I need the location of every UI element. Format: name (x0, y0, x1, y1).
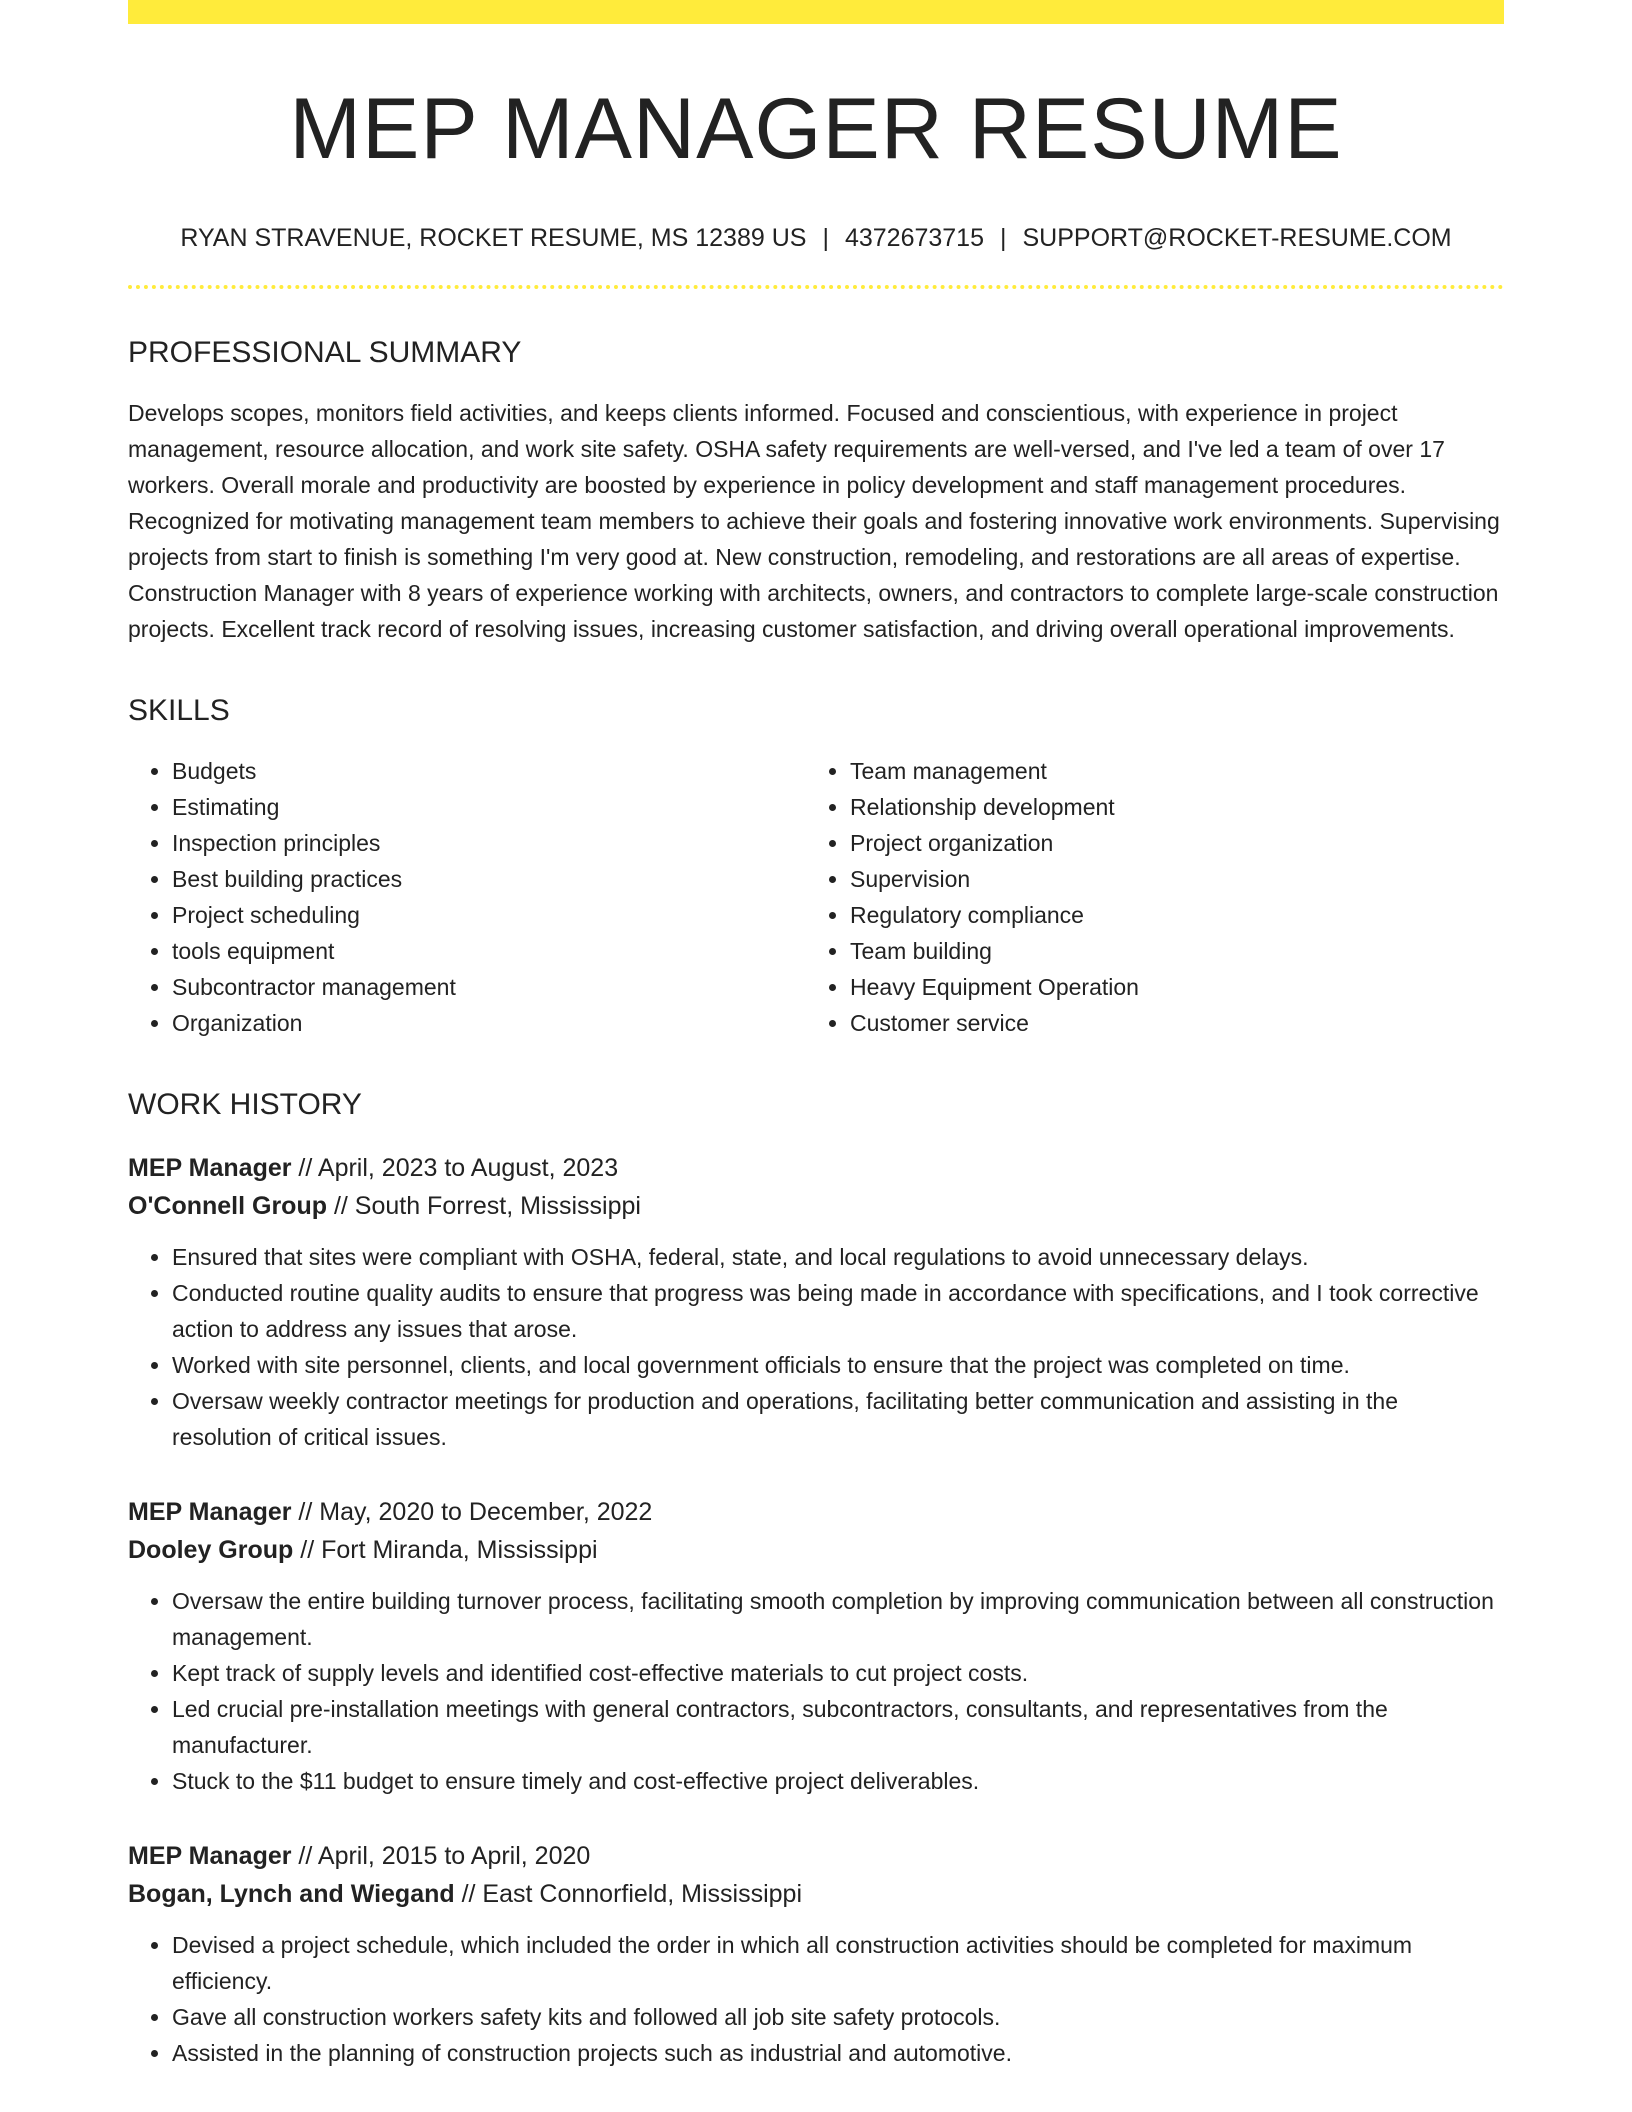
job-title: MEP Manager (128, 1497, 292, 1526)
dotted-divider (128, 285, 1504, 289)
job-title-line (128, 1837, 1504, 1875)
job-bullet: • Oversaw weekly contractor meetings for production and operations, facilitating better communication and assisting in the resolution of critical issues. (172, 1383, 1504, 1455)
skill-item: • Estimating (172, 789, 806, 825)
job-company: Dooley Group (128, 1535, 294, 1564)
job-company: O'Connell Group (128, 1191, 327, 1220)
skill-item: • Relationship development (850, 789, 1484, 825)
work-history-heading: WORK HISTORY (128, 1087, 362, 1121)
contact-separator: | (1000, 223, 1007, 252)
summary-heading: PROFESSIONAL SUMMARY (128, 335, 522, 369)
job-bullets (128, 1239, 1504, 1455)
job-bullets (128, 1927, 1504, 2071)
job-bullet: • Ensured that sites were compliant with OSHA, federal, state, and local regulations to avoid unnecessary delays. (172, 1239, 1504, 1275)
skills-heading: SKILLS (128, 693, 230, 727)
skill-item: • Team building (850, 933, 1484, 969)
skill-item: • Project organization (850, 825, 1484, 861)
contact-email: SUPPORT@ROCKET-RESUME.COM (1022, 223, 1452, 252)
job-bullet: • Conducted routine quality audits to ensure that progress was being made in accordance with specifications, and I took corrective action to address any issues that arose. (172, 1275, 1504, 1347)
job-location: // East Connorfield, Mississippi (454, 1879, 802, 1908)
accent-top-bar (128, 0, 1504, 24)
summary-text: Develops scopes, monitors field activities, and keeps clients informed. Focused and conscientious, with experience in project management, resource allocation, and work site safety. OSHA safety requirements are well-versed, and I've led a team of over 17 workers. Overall morale and productivity are boosted by experience in policy development and staff management procedures. Recognized for motivating management team members to achieve their goals and fostering innovative work environments. Supervising projects from start to finish is something I'm very good at. New construction, remodeling, and restorations are all areas of expertise. Construction Manager with 8 years of experience working with architects, owners, and contractors to complete large-scale construction projects. Excellent track record of resolving issues, increasing customer satisfaction, and driving overall operational improvements. (128, 399, 1500, 642)
resume-content (128, 0, 1504, 2071)
skill-item: • Inspection principles (172, 825, 806, 861)
job-entry (128, 1837, 1504, 2071)
skill-item: • Budgets (172, 753, 806, 789)
job-bullets (128, 1583, 1504, 1799)
job-company: Bogan, Lynch and Wiegand (128, 1879, 455, 1908)
job-company-line (128, 1531, 1504, 1569)
job-entry (128, 1149, 1504, 1455)
contact-phone: 4372673715 (844, 223, 984, 252)
job-company-line (128, 1875, 1504, 1913)
skill-item: • Organization (172, 1005, 806, 1041)
skill-item: • Project scheduling (172, 897, 806, 933)
skills-right-column (806, 753, 1484, 1041)
skill-item: • Subcontractor management (172, 969, 806, 1005)
job-location: // South Forrest, Mississippi (327, 1191, 641, 1220)
skill-item: • Customer service (850, 1005, 1484, 1041)
job-dates: // April, 2015 to April, 2020 (291, 1841, 591, 1870)
job-title-line (128, 1149, 1504, 1187)
skill-item: • tools equipment (172, 933, 806, 969)
contact-address: RYAN STRAVENUE, ROCKET RESUME, MS 12389 US (180, 223, 807, 252)
contact-separator: | (822, 223, 829, 252)
job-company-line (128, 1187, 1504, 1225)
job-title-line (128, 1493, 1504, 1531)
job-bullet: • Worked with site personnel, clients, and local government officials to ensure that the project was completed on time. (172, 1347, 1504, 1383)
job-bullet: • Oversaw the entire building turnover process, facilitating smooth completion by improving communication between all construction management. (172, 1583, 1504, 1655)
skill-item: • Best building practices (172, 861, 806, 897)
job-entry (128, 1493, 1504, 1799)
job-bullet: • Assisted in the planning of construction projects such as industrial and automotive. (172, 2035, 1504, 2071)
job-title: MEP Manager (128, 1153, 292, 1182)
job-bullet: • Kept track of supply levels and identified cost-effective materials to cut project costs. (172, 1655, 1504, 1691)
job-bullet: • Stuck to the $11 budget to ensure timely and cost-effective project deliverables. (172, 1763, 1504, 1799)
skills-left-column (128, 753, 806, 1041)
skill-item: • Regulatory compliance (850, 897, 1484, 933)
page-title: MEP MANAGER RESUME (289, 81, 1343, 177)
skill-item: • Team management (850, 753, 1484, 789)
job-title: MEP Manager (128, 1841, 292, 1870)
job-bullet: • Gave all construction workers safety kits and followed all job site safety protocols. (172, 1999, 1504, 2035)
job-bullet: • Led crucial pre-installation meetings with general contractors, subcontractors, consultants, and representatives from the manufacturer. (172, 1691, 1504, 1763)
job-location: // Fort Miranda, Mississippi (293, 1535, 598, 1564)
contact-line (128, 223, 1504, 253)
job-dates: // May, 2020 to December, 2022 (291, 1497, 653, 1526)
skill-item: • Heavy Equipment Operation (850, 969, 1484, 1005)
skills-list (128, 753, 1504, 1041)
skill-item: • Supervision (850, 861, 1484, 897)
job-bullet: • Devised a project schedule, which included the order in which all construction activities should be completed for maximum efficiency. (172, 1927, 1504, 1999)
job-dates: // April, 2023 to August, 2023 (291, 1153, 619, 1182)
